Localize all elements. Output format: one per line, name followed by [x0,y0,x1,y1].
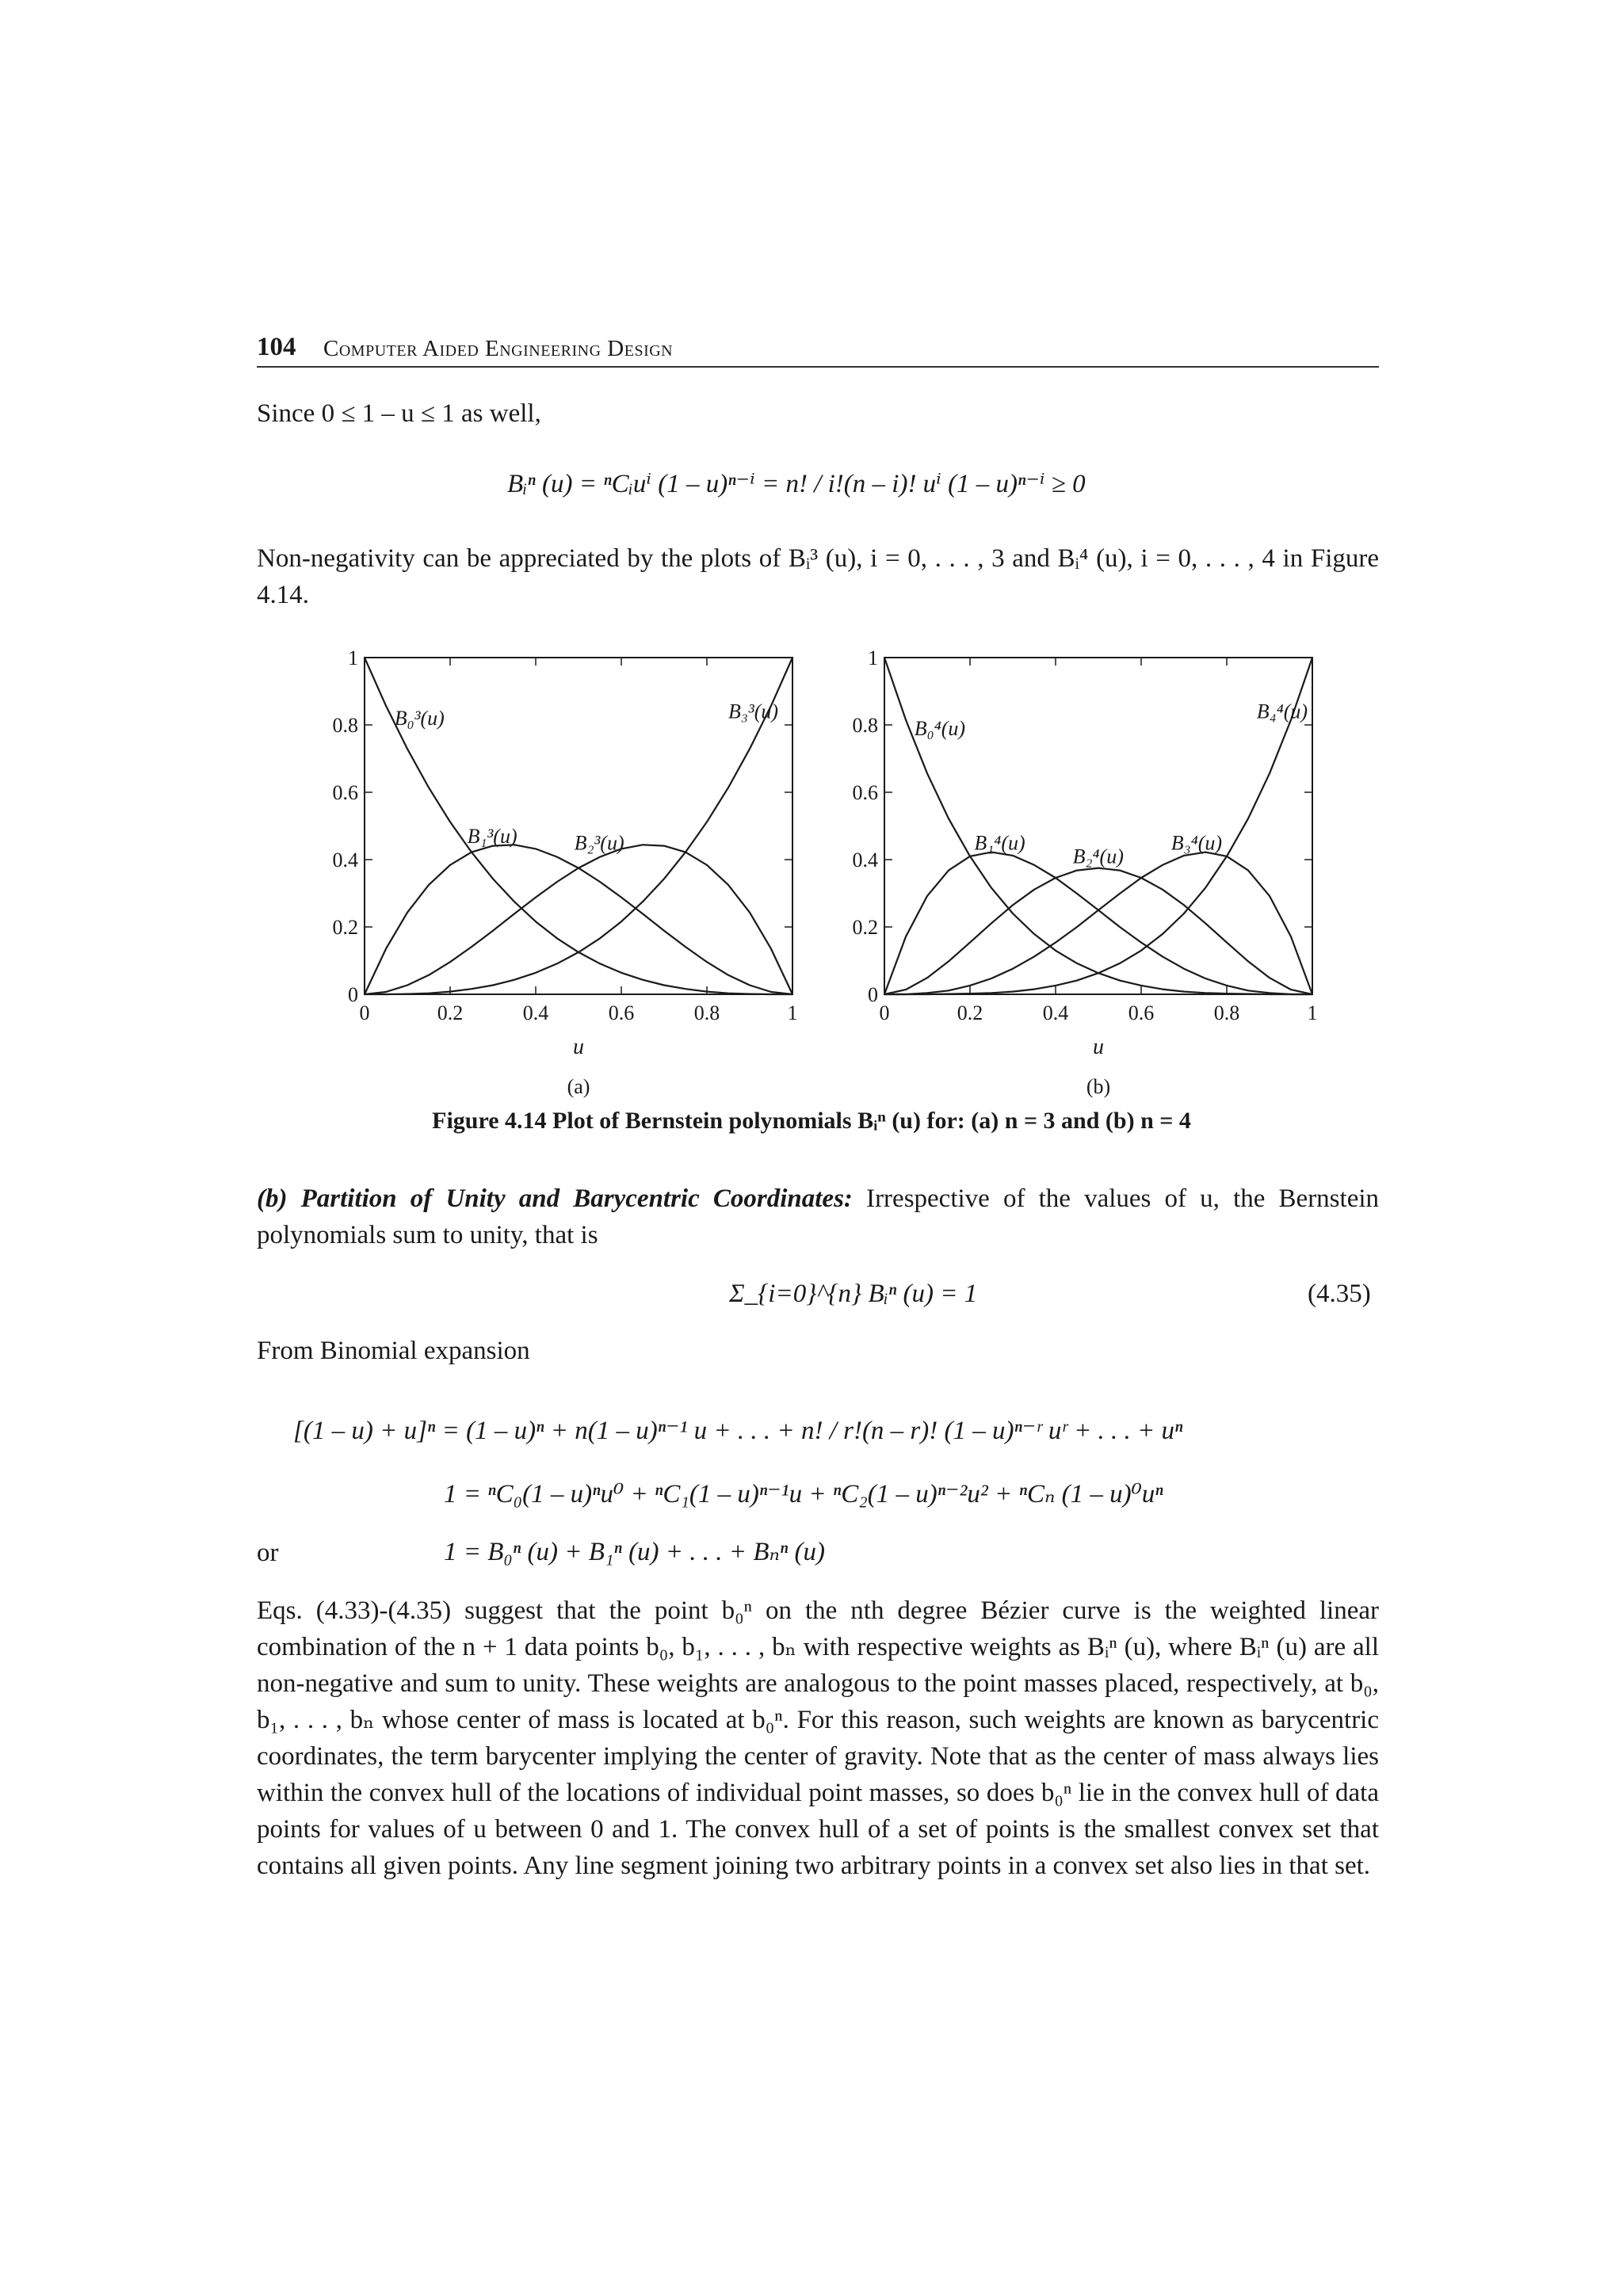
y-tick-label: 0.2 [852,916,878,939]
x-tick-label: 0.6 [1128,1001,1155,1024]
series-label: B₃⁴(u) [1170,831,1223,855]
x-tick-label: 0.6 [608,1001,635,1024]
x-tick-label: 0.8 [1213,1001,1240,1024]
subfigure-label: (b) [1086,1075,1111,1098]
y-tick-label: 0.6 [852,781,878,804]
series-line [884,868,1312,994]
header-rule [257,366,1379,368]
equation-binomial-expansion: [(1 – u) + u]ⁿ = (1 – u)ⁿ + n(1 – u)ⁿ⁻¹ u + . . . + n! / r!(n – r)! (1 – u)ⁿ⁻ʳ uʳ + . . . + uⁿ [293,1417,1183,1445]
since-line: Since 0 ≤ 1 – u ≤ 1 as well, [257,399,541,428]
equation-nonnegativity: Bᵢⁿ (u) = ⁿCᵢuⁱ (1 – u)ⁿ⁻ⁱ = n! / i!(n – i)! uⁱ (1 – u)ⁿ⁻ⁱ ≥ 0 [507,470,1086,498]
x-tick-label: 0 [359,1001,370,1024]
series-label: B₀³(u) [394,707,445,730]
y-tick-label: 0 [868,983,878,1006]
x-tick-label: 1 [1307,1001,1318,1024]
or-word: or [257,1539,279,1567]
plot-frame [884,658,1312,994]
plot-a [333,646,798,1098]
x-tick-label: 0.2 [437,1001,464,1024]
y-tick-label: 0.8 [852,714,878,737]
y-tick-label: 0 [348,983,358,1006]
series-line [365,845,792,994]
x-axis-title: u [573,1035,584,1059]
series-label: B₄⁴(u) [1256,700,1308,723]
series-line [884,658,1312,994]
section-b-paragraph [257,1180,1379,1253]
x-tick-label: 0 [879,1001,890,1024]
equation-bernstein-sum: 1 = B₀ⁿ (u) + B₁ⁿ (u) + . . . + Bₙⁿ (u) [444,1538,825,1566]
y-tick-label: 1 [348,646,358,669]
section-heading: (b) Partition of Unity and Barycentric Coordinates: [257,1184,853,1213]
y-tick-label: 1 [868,646,878,669]
x-tick-label: 0.4 [1042,1001,1069,1024]
equation-number: (4.35) [1308,1280,1371,1308]
series-label: B₂⁴(u) [1072,845,1124,868]
series-label: B₂³(u) [574,831,624,855]
y-tick-label: 0.2 [332,916,358,939]
plot-b [853,646,1318,1098]
series-label: B₁³(u) [467,824,517,848]
series-line [884,658,1312,994]
equation-partition-of-unity: Σ_{i=0}^{n} Bᵢⁿ (u) = 1 [729,1280,978,1308]
y-tick-label: 0.4 [332,849,358,871]
nonnegativity-paragraph: Non-negativity can be appreciated by the plots of Bᵢ³ (u), i = 0, . . . , 3 and Bᵢ⁴ (u), i = 0, . . . , 4 in Figure 4.14. [257,544,1379,609]
series-label: B₀⁴(u) [914,716,966,740]
series-label: B₃³(u) [728,700,779,723]
x-tick-label: 1 [787,1001,798,1024]
equation-binomial-coefficients: 1 = ⁿC₀(1 – u)ⁿu⁰ + ⁿC₁(1 – u)ⁿ⁻¹u + ⁿC₂(1 – u)ⁿ⁻²u² + ⁿCₙ (1 – u)⁰uⁿ [444,1480,1163,1508]
barycentric-paragraph: Eqs. (4.33)-(4.35) suggest that the point b₀ⁿ on the nth degree Bézier curve is the weighted linear combination of the n + 1 data points b₀, b₁, . . . , bₙ with respective weights as Bᵢⁿ (u), where Bᵢⁿ (u) are all non-negative and sum to unity. These weights are analogous to the point masses placed, respectively, at b₀, b₁, . . . , bₙ whose center of mass is located at b₀ⁿ. For this reason, such weights are known as barycentric coordinates, the term barycenter implying the center of gravity. Note that as the center of mass always lies within the convex hull of the locations of individual point masses, so does b₀ⁿ lie in the convex hull of data points for values of u between 0 and 1. The convex hull of a set of points is the smallest convex set that contains all given points. Any line segment joining two arbitrary points in a convex set also lies in that set. [257,1596,1379,1880]
running-title: Computer Aided Engineering Design [323,336,674,361]
binomial-intro: From Binomial expansion [257,1337,530,1365]
series-label: B₁⁴(u) [974,831,1025,855]
subfigure-label: (a) [567,1075,590,1098]
x-tick-label: 0.2 [957,1001,983,1024]
x-tick-label: 0.8 [693,1001,720,1024]
x-tick-label: 0.4 [522,1001,549,1024]
page-number: 104 [257,333,296,361]
figure-caption: Figure 4.14 Plot of Bernstein polynomials Bᵢⁿ (u) for: (a) n = 3 and (b) n = 4 [432,1108,1191,1134]
y-tick-label: 0.8 [332,714,358,737]
figure-4-14 [0,634,1623,1101]
x-axis-title: u [1093,1035,1104,1059]
section-body: Irrespective of the values of u, the Bernstein polynomials sum to unity, that is [257,1184,1380,1249]
y-tick-label: 0.6 [332,781,358,804]
y-tick-label: 0.4 [852,849,878,871]
